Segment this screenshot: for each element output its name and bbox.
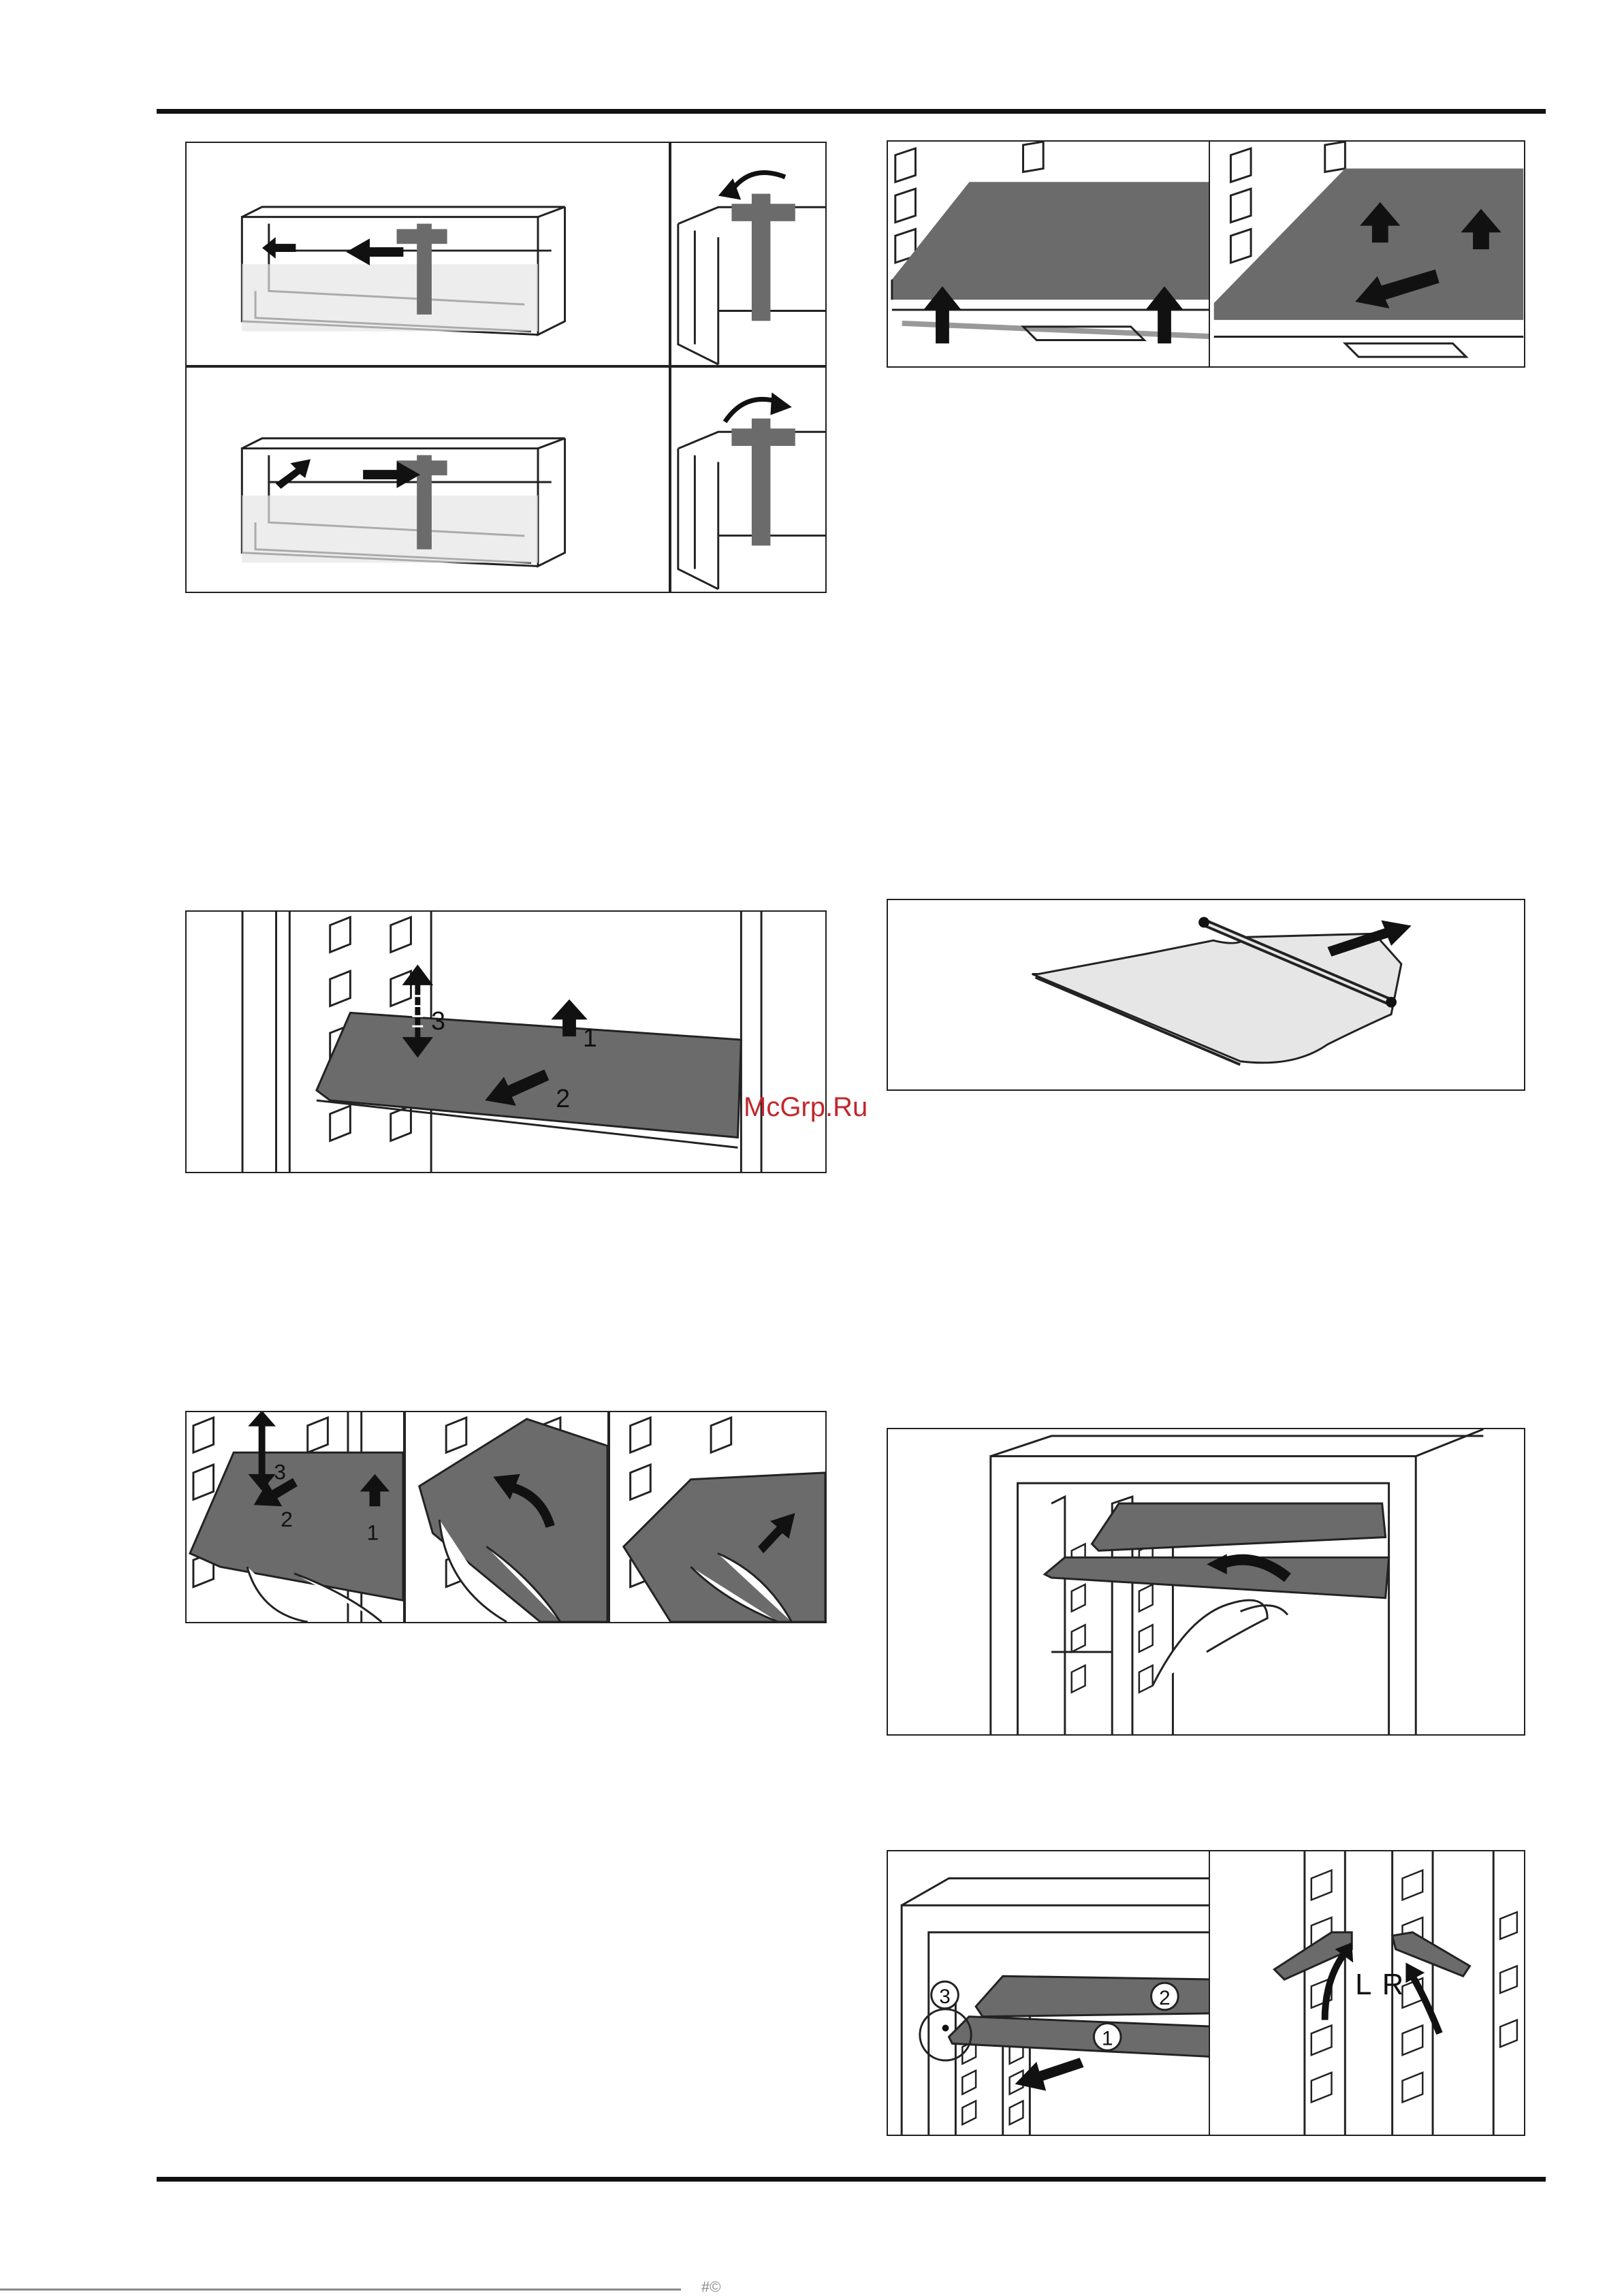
hand-step-2-label: 2 <box>281 1506 293 1531</box>
header-rule <box>157 109 1546 114</box>
shelf-trim-strip-drawing <box>888 900 1524 1089</box>
step-2-label: 2 <box>556 1083 571 1113</box>
shelf-supports-drawing <box>1210 1851 1524 2135</box>
shelf-pull-drawing <box>1210 142 1524 366</box>
hand-step-3-label: 3 <box>274 1459 286 1484</box>
footer-line <box>0 2289 681 2291</box>
support-left-label: L <box>1355 1968 1372 2001</box>
door-rack-insert-drawing <box>187 368 669 592</box>
figure-shelf-supports <box>1209 1850 1525 2136</box>
footer-rule <box>157 2177 1546 2182</box>
figure-door-rack-insert-detail <box>670 366 827 593</box>
shelf-hand-tilt-drawing <box>406 1412 607 1622</box>
callout-2-label: 2 <box>1159 1986 1171 2009</box>
figure-door-rack-insert <box>185 366 670 593</box>
watermark: McGrp.Ru <box>744 1092 868 1122</box>
shelf-hand-remove-drawing <box>187 1412 403 1622</box>
figure-door-rack-remove <box>185 142 670 366</box>
figure-shelf-lift <box>887 140 1220 368</box>
figure-door-rack-remove-detail <box>670 142 827 366</box>
shelf-hand-insert-drawing <box>610 1412 825 1622</box>
figure-shelf-pull <box>1209 140 1525 368</box>
footer-mark: #© <box>701 2278 721 2295</box>
callout-3-label: 3 <box>939 1985 951 2008</box>
door-rack-insert-detail-drawing <box>671 368 825 592</box>
callout-1-label: 1 <box>1101 2027 1113 2050</box>
shelf-remove-steps-drawing <box>187 912 825 1172</box>
figure-split-shelf-insert <box>887 1428 1525 1736</box>
figure-shelf-hand-insert <box>609 1411 827 1623</box>
hand-step-1-label: 1 <box>366 1520 379 1545</box>
split-shelf-remove-drawing <box>888 1851 1219 2135</box>
door-rack-remove-detail-drawing <box>671 143 825 365</box>
shelf-lift-drawing <box>888 142 1218 366</box>
door-rack-remove-drawing <box>187 143 669 365</box>
figure-shelf-hand-tilt <box>404 1411 609 1623</box>
step-1-label: 1 <box>582 1023 597 1052</box>
figure-shelf-hand-remove <box>185 1411 404 1623</box>
support-right-label: R <box>1382 1968 1404 2001</box>
figure-shelf-remove-steps <box>185 910 827 1173</box>
split-shelf-insert-drawing <box>888 1429 1524 1734</box>
figure-shelf-trim-strip <box>887 899 1525 1091</box>
step-3-label: 3 <box>431 1006 446 1036</box>
figure-split-shelf-remove <box>887 1850 1220 2136</box>
